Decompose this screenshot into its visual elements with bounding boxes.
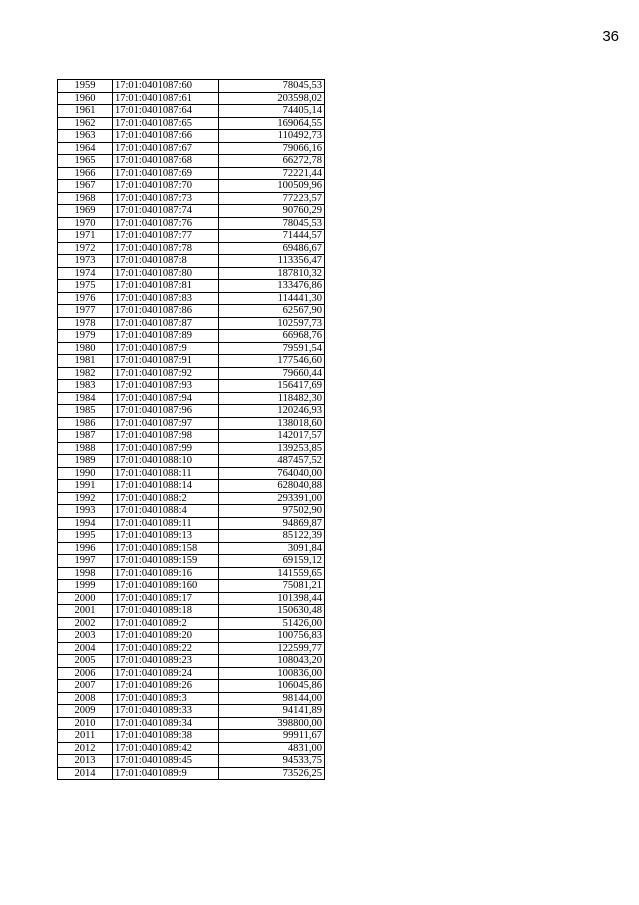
- row-number-cell: 1979: [58, 330, 113, 343]
- row-number-cell: 1998: [58, 567, 113, 580]
- records-table: [57, 79, 325, 780]
- table-row: [58, 655, 325, 668]
- cadastral-number-cell: 17:01:0401087:77: [113, 230, 219, 243]
- value-cell: 90760,29: [219, 205, 325, 218]
- cadastral-number-cell: 17:01:0401087:94: [113, 392, 219, 405]
- cadastral-number-cell: 17:01:0401089:23: [113, 655, 219, 668]
- records-table-body: [58, 80, 325, 780]
- row-number-cell: 1980: [58, 342, 113, 355]
- cadastral-number-cell: 17:01:0401087:69: [113, 167, 219, 180]
- row-number-cell: 2011: [58, 730, 113, 743]
- cadastral-number-cell: 17:01:0401089:17: [113, 592, 219, 605]
- value-cell: 66272,78: [219, 155, 325, 168]
- table-row: [58, 480, 325, 493]
- cadastral-number-cell: 17:01:0401087:93: [113, 380, 219, 393]
- row-number-cell: 1962: [58, 117, 113, 130]
- table-row: [58, 555, 325, 568]
- table-row: [58, 567, 325, 580]
- table-row: [58, 367, 325, 380]
- table-row: [58, 255, 325, 268]
- table-row: [58, 705, 325, 718]
- row-number-cell: 1970: [58, 217, 113, 230]
- value-cell: 177546,60: [219, 355, 325, 368]
- row-number-cell: 1983: [58, 380, 113, 393]
- value-cell: 203598,02: [219, 92, 325, 105]
- row-number-cell: 1997: [58, 555, 113, 568]
- value-cell: 100509,96: [219, 180, 325, 193]
- value-cell: 118482,30: [219, 392, 325, 405]
- table-row: [58, 80, 325, 93]
- table-row: [58, 455, 325, 468]
- row-number-cell: 1968: [58, 192, 113, 205]
- row-number-cell: 1965: [58, 155, 113, 168]
- row-number-cell: 1985: [58, 405, 113, 418]
- table-row: [58, 605, 325, 618]
- cadastral-number-cell: 17:01:0401088:11: [113, 467, 219, 480]
- cadastral-number-cell: 17:01:0401087:68: [113, 155, 219, 168]
- row-number-cell: 1959: [58, 80, 113, 93]
- value-cell: 79066,16: [219, 142, 325, 155]
- value-cell: 113356,47: [219, 255, 325, 268]
- value-cell: 71444,57: [219, 230, 325, 243]
- row-number-cell: 2003: [58, 630, 113, 643]
- row-number-cell: 1966: [58, 167, 113, 180]
- value-cell: 78045,53: [219, 80, 325, 93]
- table-row: [58, 717, 325, 730]
- table-row: [58, 142, 325, 155]
- cadastral-number-cell: 17:01:0401087:92: [113, 367, 219, 380]
- table-row: [58, 442, 325, 455]
- row-number-cell: 2007: [58, 680, 113, 693]
- cadastral-number-cell: 17:01:0401087:83: [113, 292, 219, 305]
- value-cell: 106045,86: [219, 680, 325, 693]
- value-cell: 108043,20: [219, 655, 325, 668]
- value-cell: 100836,00: [219, 667, 325, 680]
- cadastral-number-cell: 17:01:0401087:74: [113, 205, 219, 218]
- table-row: [58, 392, 325, 405]
- value-cell: 764040,00: [219, 467, 325, 480]
- cadastral-number-cell: 17:01:0401089:33: [113, 705, 219, 718]
- table-row: [58, 130, 325, 143]
- table-row: [58, 517, 325, 530]
- value-cell: 98144,00: [219, 692, 325, 705]
- cadastral-number-cell: 17:01:0401089:26: [113, 680, 219, 693]
- cadastral-number-cell: 17:01:0401087:66: [113, 130, 219, 143]
- cadastral-number-cell: 17:01:0401088:10: [113, 455, 219, 468]
- value-cell: 69486,67: [219, 242, 325, 255]
- cadastral-number-cell: 17:01:0401089:22: [113, 642, 219, 655]
- page-number: 36: [602, 28, 619, 45]
- row-number-cell: 1999: [58, 580, 113, 593]
- table-row: [58, 755, 325, 768]
- cadastral-number-cell: 17:01:0401087:87: [113, 317, 219, 330]
- row-number-cell: 2008: [58, 692, 113, 705]
- row-number-cell: 2009: [58, 705, 113, 718]
- cadastral-number-cell: 17:01:0401089:13: [113, 530, 219, 543]
- value-cell: 101398,44: [219, 592, 325, 605]
- table-row: [58, 317, 325, 330]
- cadastral-number-cell: 17:01:0401087:81: [113, 280, 219, 293]
- row-number-cell: 2006: [58, 667, 113, 680]
- table-row: [58, 92, 325, 105]
- cadastral-number-cell: 17:01:0401089:18: [113, 605, 219, 618]
- value-cell: 187810,32: [219, 267, 325, 280]
- table-row: [58, 530, 325, 543]
- cadastral-number-cell: 17:01:0401089:158: [113, 542, 219, 555]
- cadastral-number-cell: 17:01:0401089:38: [113, 730, 219, 743]
- cadastral-number-cell: 17:01:0401089:159: [113, 555, 219, 568]
- value-cell: 51426,00: [219, 617, 325, 630]
- table-row: [58, 292, 325, 305]
- table-row: [58, 642, 325, 655]
- row-number-cell: 2013: [58, 755, 113, 768]
- cadastral-number-cell: 17:01:0401088:14: [113, 480, 219, 493]
- row-number-cell: 1977: [58, 305, 113, 318]
- cadastral-number-cell: 17:01:0401087:78: [113, 242, 219, 255]
- row-number-cell: 1995: [58, 530, 113, 543]
- cadastral-number-cell: 17:01:0401088:2: [113, 492, 219, 505]
- value-cell: 102597,73: [219, 317, 325, 330]
- cadastral-number-cell: 17:01:0401087:76: [113, 217, 219, 230]
- row-number-cell: 1975: [58, 280, 113, 293]
- value-cell: 628040,88: [219, 480, 325, 493]
- table-row: [58, 230, 325, 243]
- row-number-cell: 2002: [58, 617, 113, 630]
- table-row: [58, 742, 325, 755]
- row-number-cell: 1974: [58, 267, 113, 280]
- row-number-cell: 2005: [58, 655, 113, 668]
- cadastral-number-cell: 17:01:0401089:24: [113, 667, 219, 680]
- row-number-cell: 1969: [58, 205, 113, 218]
- table-row: [58, 380, 325, 393]
- cadastral-number-cell: 17:01:0401087:96: [113, 405, 219, 418]
- row-number-cell: 2004: [58, 642, 113, 655]
- row-number-cell: 1982: [58, 367, 113, 380]
- value-cell: 94141,89: [219, 705, 325, 718]
- cadastral-number-cell: 17:01:0401087:98: [113, 430, 219, 443]
- value-cell: 66968,76: [219, 330, 325, 343]
- row-number-cell: 1971: [58, 230, 113, 243]
- row-number-cell: 1989: [58, 455, 113, 468]
- value-cell: 4831,00: [219, 742, 325, 755]
- cadastral-number-cell: 17:01:0401089:45: [113, 755, 219, 768]
- value-cell: 69159,12: [219, 555, 325, 568]
- table-row: [58, 355, 325, 368]
- table-row: [58, 430, 325, 443]
- row-number-cell: 1961: [58, 105, 113, 118]
- row-number-cell: 2001: [58, 605, 113, 618]
- table-row: [58, 105, 325, 118]
- row-number-cell: 2012: [58, 742, 113, 755]
- row-number-cell: 1978: [58, 317, 113, 330]
- value-cell: 114441,30: [219, 292, 325, 305]
- cadastral-number-cell: 17:01:0401087:91: [113, 355, 219, 368]
- table-row: [58, 692, 325, 705]
- value-cell: 99911,67: [219, 730, 325, 743]
- value-cell: 122599,77: [219, 642, 325, 655]
- value-cell: 169064,55: [219, 117, 325, 130]
- row-number-cell: 1960: [58, 92, 113, 105]
- row-number-cell: 1967: [58, 180, 113, 193]
- cadastral-number-cell: 17:01:0401087:89: [113, 330, 219, 343]
- row-number-cell: 1993: [58, 505, 113, 518]
- cadastral-number-cell: 17:01:0401087:65: [113, 117, 219, 130]
- table-row: [58, 180, 325, 193]
- table-row: [58, 405, 325, 418]
- row-number-cell: 2014: [58, 767, 113, 780]
- row-number-cell: 2010: [58, 717, 113, 730]
- value-cell: 156417,69: [219, 380, 325, 393]
- table-row: [58, 542, 325, 555]
- cadastral-number-cell: 17:01:0401087:73: [113, 192, 219, 205]
- value-cell: 100756,83: [219, 630, 325, 643]
- cadastral-number-cell: 17:01:0401089:160: [113, 580, 219, 593]
- value-cell: 78045,53: [219, 217, 325, 230]
- table-row: [58, 467, 325, 480]
- table-row: [58, 167, 325, 180]
- value-cell: 139253,85: [219, 442, 325, 455]
- cadastral-number-cell: 17:01:0401089:9: [113, 767, 219, 780]
- cadastral-number-cell: 17:01:0401087:99: [113, 442, 219, 455]
- row-number-cell: 1963: [58, 130, 113, 143]
- table-row: [58, 155, 325, 168]
- table-row: [58, 280, 325, 293]
- cadastral-number-cell: 17:01:0401089:11: [113, 517, 219, 530]
- row-number-cell: 1984: [58, 392, 113, 405]
- cadastral-number-cell: 17:01:0401089:16: [113, 567, 219, 580]
- value-cell: 97502,90: [219, 505, 325, 518]
- value-cell: 398800,00: [219, 717, 325, 730]
- value-cell: 133476,86: [219, 280, 325, 293]
- cadastral-number-cell: 17:01:0401087:67: [113, 142, 219, 155]
- value-cell: 141559,65: [219, 567, 325, 580]
- table-row: [58, 342, 325, 355]
- value-cell: 142017,57: [219, 430, 325, 443]
- table-row: [58, 492, 325, 505]
- cadastral-number-cell: 17:01:0401087:9: [113, 342, 219, 355]
- value-cell: 79591,54: [219, 342, 325, 355]
- table-row: [58, 267, 325, 280]
- cadastral-number-cell: 17:01:0401087:60: [113, 80, 219, 93]
- value-cell: 72221,44: [219, 167, 325, 180]
- row-number-cell: 1990: [58, 467, 113, 480]
- value-cell: 110492,73: [219, 130, 325, 143]
- row-number-cell: 1988: [58, 442, 113, 455]
- table-row: [58, 330, 325, 343]
- table-row: [58, 305, 325, 318]
- table-row: [58, 192, 325, 205]
- value-cell: 75081,21: [219, 580, 325, 593]
- cadastral-number-cell: 17:01:0401087:80: [113, 267, 219, 280]
- cadastral-number-cell: 17:01:0401087:97: [113, 417, 219, 430]
- value-cell: 79660,44: [219, 367, 325, 380]
- table-row: [58, 242, 325, 255]
- value-cell: 94869,87: [219, 517, 325, 530]
- table-row: [58, 630, 325, 643]
- cadastral-number-cell: 17:01:0401087:64: [113, 105, 219, 118]
- value-cell: 94533,75: [219, 755, 325, 768]
- row-number-cell: 1996: [58, 542, 113, 555]
- value-cell: 150630,48: [219, 605, 325, 618]
- cadastral-number-cell: 17:01:0401089:42: [113, 742, 219, 755]
- row-number-cell: 1986: [58, 417, 113, 430]
- value-cell: 74405,14: [219, 105, 325, 118]
- table-row: [58, 205, 325, 218]
- value-cell: 62567,90: [219, 305, 325, 318]
- cadastral-number-cell: 17:01:0401089:2: [113, 617, 219, 630]
- value-cell: 3091,84: [219, 542, 325, 555]
- table-row: [58, 667, 325, 680]
- cadastral-number-cell: 17:01:0401089:20: [113, 630, 219, 643]
- value-cell: 73526,25: [219, 767, 325, 780]
- table-row: [58, 730, 325, 743]
- row-number-cell: 1991: [58, 480, 113, 493]
- cadastral-number-cell: 17:01:0401087:61: [113, 92, 219, 105]
- cadastral-number-cell: 17:01:0401089:34: [113, 717, 219, 730]
- table-row: [58, 680, 325, 693]
- row-number-cell: 1981: [58, 355, 113, 368]
- value-cell: 85122,39: [219, 530, 325, 543]
- row-number-cell: 1964: [58, 142, 113, 155]
- value-cell: 487457,52: [219, 455, 325, 468]
- row-number-cell: 1994: [58, 517, 113, 530]
- table-row: [58, 617, 325, 630]
- row-number-cell: 1972: [58, 242, 113, 255]
- table-row: [58, 592, 325, 605]
- row-number-cell: 1987: [58, 430, 113, 443]
- row-number-cell: 1976: [58, 292, 113, 305]
- row-number-cell: 1973: [58, 255, 113, 268]
- table-row: [58, 505, 325, 518]
- cadastral-number-cell: 17:01:0401087:86: [113, 305, 219, 318]
- value-cell: 293391,00: [219, 492, 325, 505]
- value-cell: 120246,93: [219, 405, 325, 418]
- cadastral-number-cell: 17:01:0401087:70: [113, 180, 219, 193]
- value-cell: 77223,57: [219, 192, 325, 205]
- table-row: [58, 117, 325, 130]
- row-number-cell: 1992: [58, 492, 113, 505]
- table-row: [58, 767, 325, 780]
- row-number-cell: 2000: [58, 592, 113, 605]
- cadastral-number-cell: 17:01:0401087:8: [113, 255, 219, 268]
- table-row: [58, 580, 325, 593]
- cadastral-number-cell: 17:01:0401089:3: [113, 692, 219, 705]
- value-cell: 138018,60: [219, 417, 325, 430]
- cadastral-number-cell: 17:01:0401088:4: [113, 505, 219, 518]
- table-row: [58, 217, 325, 230]
- table-row: [58, 417, 325, 430]
